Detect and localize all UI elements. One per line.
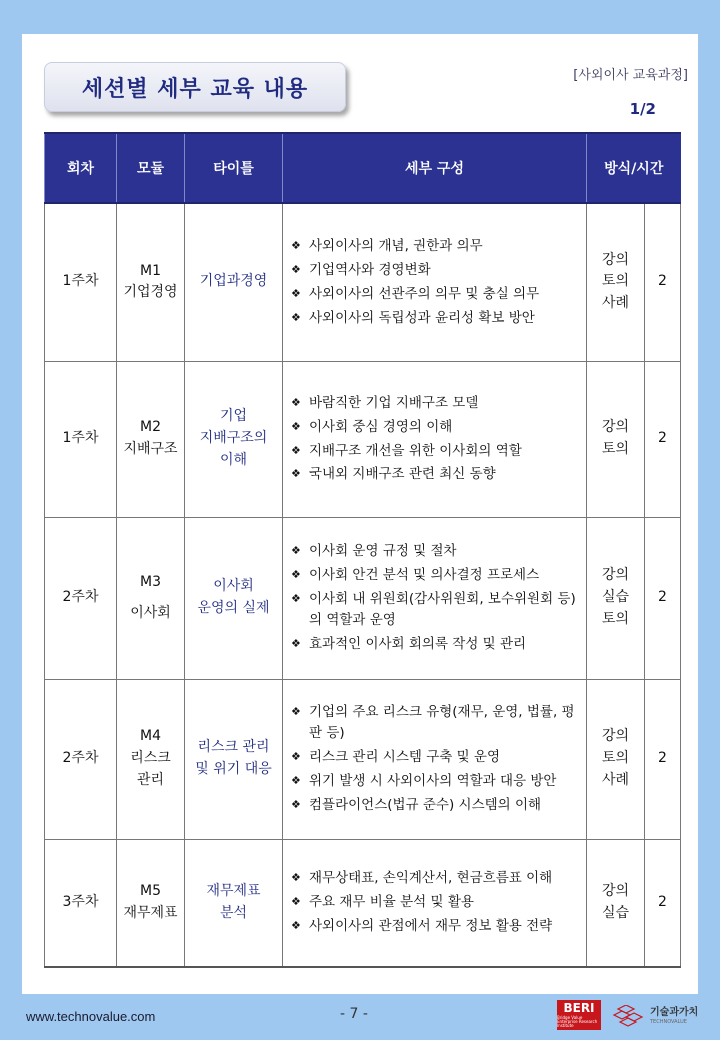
module-line: M3 xyxy=(140,574,161,591)
header-module: 모듈 xyxy=(117,133,185,203)
diamond-bullet-icon: ❖ xyxy=(291,592,301,606)
header-title: 타이틀 xyxy=(185,133,283,203)
detail-item xyxy=(291,236,578,257)
table-row xyxy=(45,203,681,361)
detail-text: 주요 재무 비율 분석 및 활용 xyxy=(309,894,474,911)
document-page xyxy=(22,34,698,994)
table-row xyxy=(45,839,681,967)
module-cell xyxy=(117,839,185,967)
detail-text: 이사회 안건 분석 및 의사결정 프로세스 xyxy=(309,567,540,584)
diamond-bullet-icon: ❖ xyxy=(291,262,301,276)
hours-cell: 2 xyxy=(645,679,681,839)
hours-cell: 2 xyxy=(645,203,681,361)
module-line: 이사회 xyxy=(130,605,171,621)
diamond-bullet-icon: ❖ xyxy=(291,238,301,252)
title-line: 지배구조의 xyxy=(199,430,268,447)
title-cell xyxy=(185,361,283,517)
detail-text: 지배구조 개선을 위한 이사회의 역할 xyxy=(309,442,522,459)
title-line: 및 위기 대응 xyxy=(195,761,272,777)
detail-item xyxy=(291,747,578,768)
title-line: 이사회 xyxy=(213,578,254,595)
detail-item xyxy=(291,417,578,438)
beri-logo xyxy=(557,1000,601,1030)
detail-item xyxy=(291,260,578,281)
title-line: 운영의 실제 xyxy=(197,600,270,616)
detail-item xyxy=(291,284,578,305)
method-cell xyxy=(587,361,645,517)
module-line: M1 xyxy=(140,262,161,279)
title-cell xyxy=(185,203,283,361)
week-cell: 1주차 xyxy=(45,361,117,517)
method-cell xyxy=(587,839,645,967)
module-line: M4 xyxy=(140,728,161,745)
week-cell: 2주차 xyxy=(45,679,117,839)
detail-item xyxy=(291,565,578,586)
diamond-bullet-icon: ❖ xyxy=(291,705,301,719)
detail-text: 기업의 주요 리스크 유형(재무, 운영, 법률, 평판 등) xyxy=(309,704,575,742)
footer-page-number: - 7 - xyxy=(340,1006,368,1022)
method-cell xyxy=(587,203,645,361)
technovalue-logo-icon xyxy=(612,1005,646,1027)
method-cell xyxy=(587,679,645,839)
hours-cell: 2 xyxy=(645,517,681,679)
detail-text: 컴플라이언스(법규 준수) 시스템의 이해 xyxy=(309,796,542,813)
diamond-bullet-icon: ❖ xyxy=(291,895,301,909)
diamond-bullet-icon: ❖ xyxy=(291,395,301,409)
week-cell: 2주차 xyxy=(45,517,117,679)
diamond-bullet-icon: ❖ xyxy=(291,286,301,300)
diamond-bullet-icon: ❖ xyxy=(291,797,301,811)
title-line: 리스크 관리 xyxy=(197,739,270,756)
detail-item xyxy=(291,589,578,631)
module-cell xyxy=(117,517,185,679)
method-line: 토의 xyxy=(601,610,630,627)
detail-text: 위기 발생 시 사외이사의 역할과 대응 방안 xyxy=(309,772,557,789)
detail-item xyxy=(291,771,578,792)
table-row xyxy=(45,361,681,517)
header-details: 세부 구성 xyxy=(283,133,587,203)
detail-item xyxy=(291,795,578,816)
module-line: 기업경영 xyxy=(123,284,178,301)
module-line: 리스크 xyxy=(130,750,171,767)
hours-cell: 2 xyxy=(645,361,681,517)
detail-item xyxy=(291,702,578,744)
detail-text: 이사회 중심 경영의 이해 xyxy=(309,418,453,435)
title-line: 분석 xyxy=(219,904,248,921)
title-line: 기업 xyxy=(219,408,248,425)
module-cell xyxy=(117,679,185,839)
title-cell xyxy=(185,517,283,679)
detail-text: 사외이사의 관점에서 재무 정보 활용 전략 xyxy=(309,918,553,935)
method-line: 실습 xyxy=(601,904,630,921)
title-cell xyxy=(185,679,283,839)
diamond-bullet-icon: ❖ xyxy=(291,919,301,933)
detail-text: 이사회 내 위원회(감사위원회, 보수위원회 등)의 역할과 운영 xyxy=(309,591,576,628)
title-line: 기업과경영 xyxy=(199,273,268,290)
hours-cell: 2 xyxy=(645,839,681,967)
method-line: 토의 xyxy=(601,441,630,457)
method-cell xyxy=(587,517,645,679)
module-cell xyxy=(117,361,185,517)
detail-item xyxy=(291,393,578,414)
details-cell xyxy=(283,517,587,679)
detail-text: 이사회 운영 규정 및 절차 xyxy=(309,543,457,560)
method-line: 강의 xyxy=(601,883,630,900)
module-line: 재무제표 xyxy=(123,904,178,921)
week-cell: 1주차 xyxy=(45,203,117,361)
diamond-bullet-icon: ❖ xyxy=(291,419,301,433)
module-line: 지배구조 xyxy=(123,441,178,457)
header-method-time: 방식/시간 xyxy=(587,133,681,203)
detail-text: 사외이사의 독립성과 윤리성 확보 방안 xyxy=(309,309,535,326)
title-line: 재무제표 xyxy=(206,883,261,900)
detail-item xyxy=(291,541,578,562)
technovalue-logo-subtext: TECHNOVALUE xyxy=(650,1018,687,1025)
diamond-bullet-icon: ❖ xyxy=(291,871,301,885)
diamond-bullet-icon: ❖ xyxy=(291,773,301,787)
module-cell xyxy=(117,203,185,361)
curriculum-table xyxy=(44,132,681,968)
technovalue-logo-text: 기술과가치 xyxy=(650,1006,699,1018)
method-line: 강의 xyxy=(601,567,630,584)
beri-logo-text: BERI xyxy=(563,1001,595,1015)
table-header-row xyxy=(45,133,681,203)
detail-item xyxy=(291,916,578,937)
method-line: 강의 xyxy=(601,728,630,745)
module-line: M5 xyxy=(140,883,161,900)
detail-text: 기업역사와 경영변화 xyxy=(309,261,431,278)
method-line: 강의 xyxy=(601,419,630,436)
module-line: M2 xyxy=(140,419,161,436)
diamond-bullet-icon: ❖ xyxy=(291,467,301,481)
method-line: 토의 xyxy=(601,750,630,767)
detail-item xyxy=(291,441,578,462)
detail-text: 국내외 지배구조 관련 최신 동향 xyxy=(309,466,496,483)
details-cell xyxy=(283,839,587,967)
detail-item xyxy=(291,464,578,485)
method-line: 사례 xyxy=(601,295,630,312)
detail-item xyxy=(291,308,578,329)
details-cell xyxy=(283,679,587,839)
detail-item xyxy=(291,868,578,889)
details-cell xyxy=(283,203,587,361)
technovalue-logo xyxy=(612,1002,712,1030)
diamond-bullet-icon: ❖ xyxy=(291,568,301,582)
diamond-bullet-icon: ❖ xyxy=(291,310,301,324)
diamond-bullet-icon: ❖ xyxy=(291,636,301,650)
page-indicator: 1/2 xyxy=(629,100,656,118)
method-line: 사례 xyxy=(601,771,630,788)
title-line: 이해 xyxy=(219,451,248,468)
detail-text: 재무상태표, 손익계산서, 현금흐름표 이해 xyxy=(309,870,553,887)
header-week: 회차 xyxy=(45,133,117,203)
details-cell xyxy=(283,361,587,517)
footer-url: www.technovalue.com xyxy=(26,1009,156,1024)
diamond-bullet-icon: ❖ xyxy=(291,750,301,764)
method-line: 강의 xyxy=(601,251,630,268)
diamond-bullet-icon: ❖ xyxy=(291,544,301,558)
detail-item xyxy=(291,892,578,913)
title-cell xyxy=(185,839,283,967)
method-line: 토의 xyxy=(601,273,630,290)
table-row xyxy=(45,517,681,679)
table-row xyxy=(45,679,681,839)
course-tag: [사외이사 교육과정] xyxy=(573,68,688,83)
detail-text: 바람직한 기업 지배구조 모델 xyxy=(309,394,479,411)
detail-item xyxy=(291,634,578,655)
week-cell: 3주차 xyxy=(45,839,117,967)
method-line: 실습 xyxy=(601,589,630,606)
detail-text: 리스크 관리 시스템 구축 및 운영 xyxy=(309,749,500,766)
section-title: 세션별 세부 교육 내용 xyxy=(44,62,346,112)
module-line: 관리 xyxy=(136,771,165,788)
detail-text: 사외이사의 선관주의 의무 및 충실 의무 xyxy=(309,285,540,302)
beri-logo-subtext: Bridge Value Enterprise Research Institute xyxy=(557,1015,598,1028)
detail-text: 사외이사의 개념, 권한과 의무 xyxy=(309,237,483,254)
detail-text: 효과적인 이사회 회의록 작성 및 관리 xyxy=(309,635,527,652)
diamond-bullet-icon: ❖ xyxy=(291,443,301,457)
